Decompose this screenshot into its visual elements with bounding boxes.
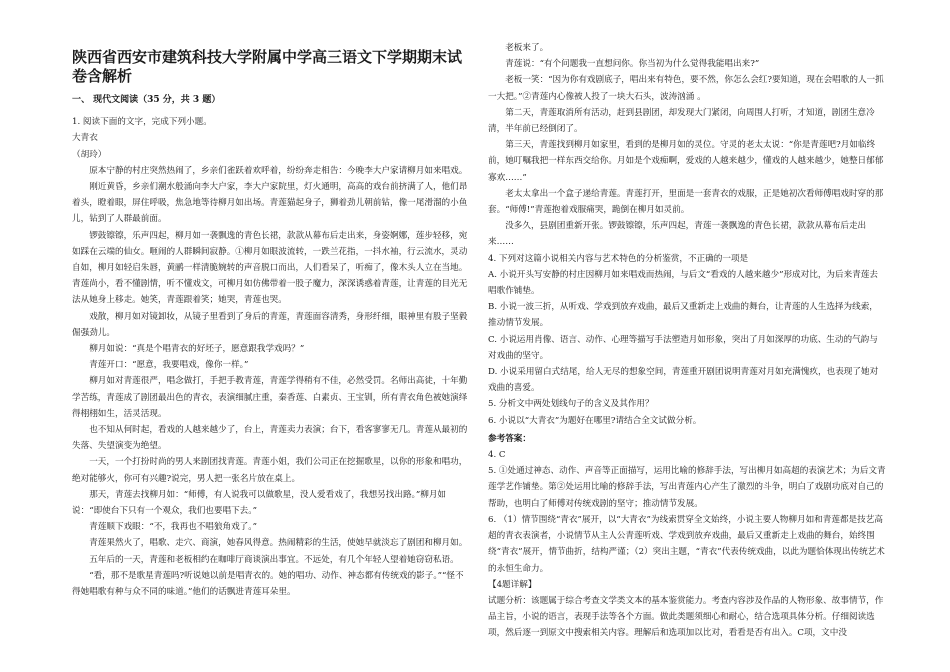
story-paragraph: 青莲开口：“愿意，我要唱戏，像你一样。” [89, 360, 249, 371]
story-paragraph: 一天，一个打扮时尚的男人来剧团找青莲。青莲小姐，我们公司正在挖掘歌星，以你的形象和唱功，绝对能够火，你可有兴趣?说完，男人把一张名片放在桌上。 [72, 457, 468, 484]
question-item: 5. 分析文中两处划线句子的含义及其作用？ [488, 399, 654, 410]
answer-item: 5. ①处通过神态、动作、声音等正面描写，运用比喻的修辞手法，写出柳月如高超的表演艺术；为后文青莲学艺作铺垫。第②处运用比喻的修辞手法，写出青莲内心产生了激烈的斗争，明白了戏剧功底对自己的帮助，也明白了师傅对传统戏剧的坚守；推动情节发展。 [488, 466, 886, 509]
answer-item: 4. C [488, 450, 506, 461]
story-paragraph: 第三天，青莲找到柳月如家里，看到的是柳月如的灵位。守灵的老太太说：“你是青莲吧?月如临终前，她叮嘱我把一样东西交给你。月如是个戏痴啊，爱戏的人越来越少，懂戏的人越来越少，她整日郁郁寡欢……” [488, 140, 884, 183]
story-title: 大青衣 [72, 133, 98, 144]
option-a: A. 小说开头写安静的村庄因柳月如来唱戏而热闹，与后文“看戏的人越来越少”形成对比，为后来青莲去唱歌作铺垫。 [488, 269, 878, 297]
question-intro: 1. 阅读下面的文字，完成下列小题。 [72, 117, 212, 128]
question-item: 6. 小说以“大青衣”为题好在哪里?请结合全文试做分析。 [488, 415, 702, 426]
story-paragraph: 老板一笑：“因为你有戏剧底子，唱出来有特色，要不然，你怎么会红?要知道，现在会唱歌的人一抓一大把。”②青莲内心像被人投了一块大石头，波涛汹涌 。 [488, 75, 884, 102]
story-paragraph: 第二天，青莲取消所有活动，赶到县剧团，却发现大门紧闭，向周围人打听，才知道，剧团生意冷清，半年前已经倒闭了。 [488, 107, 875, 135]
section-heading: 一、 现代文阅读（35 分，共 3 题） [72, 95, 221, 105]
story-paragraph: 老板来了。 [505, 43, 549, 53]
story-paragraph: 五年后的一天，青莲和老板相约在咖啡厅商谈演出事宜。不远处，有几个年轻人望着她窃窃私语。 [89, 554, 459, 565]
option-d: D. 小说采用留白式结尾，给人无尽的想象空间，青莲重开剧团说明青莲对月如充满愧疚，也表现了她对戏曲的喜爱。 [488, 367, 879, 394]
story-author: （胡玲） [72, 149, 107, 160]
story-paragraph: “看，那不是歌星青莲吗?听说她以前是唱青衣的。她的唱功、动作、神态都有传统戏的影子。”“怪不得她唱歌有种与众不同的味道。”他们的话飘进青莲耳朵里。 [72, 570, 464, 598]
exam-title: 陕西省西安市建筑科技大学附属中学高三语文下学期期末试卷含解析 [72, 48, 463, 85]
question-item: 4. 下列对这篇小说相关内容与艺术特色的分析鉴赏，不正确的一项是 [488, 253, 749, 264]
story-paragraph: 青莲顺下戏眼：“不，我再也不唱狼角戏了。” [89, 522, 257, 533]
left-column [72, 40, 468, 600]
right-column [488, 40, 886, 642]
story-paragraph: 原本宁静的村庄突然热闹了，乡亲们雀跃着欢呼着，纷纷奔走相告：今晚李大户家请柳月如来唱戏。 [89, 165, 468, 176]
explanation-text: 试题分析：该题属于综合考查文学类文本的基本鉴赏能力。考查内容涉及作品的人物形象、故事情节，作品主旨，小说的语言，表现手法等各个方面。做此类题须细心和耐心，结合选项具体分析。仔细阅读选项，然后逐一到原文中搜索相关内容。理解后和选项加以比对，看看是否有出入。C项，文中没 [488, 595, 884, 639]
option-b: B. 小说一波三折，从听戏、学戏到放弃戏曲，最后又重新走上戏曲的舞台，让青莲的人生选择为线索，推动情节发展。 [488, 302, 878, 329]
story-paragraph: 柳月如说：“真是个唱青衣的好坯子，愿意跟我学戏吗？” [89, 344, 305, 355]
explanation-heading: 【4题详解】 [488, 579, 537, 590]
story-paragraph: 青莲说：“有个问题我一直想问你。你当初为什么觉得我能唱出来?” [505, 59, 760, 70]
story-paragraph: 那天，青莲去找柳月如：“师傅，有人说我可以做歌星，没人爱看戏了，我想另找出路。”柳月如说：“即使台下只有一个观众，我们也要唱下去。” [72, 489, 447, 517]
story-paragraph: 刚近黄昏，乡亲们潮水般涌向李大户家，李大户家院里，灯火通明，高高的戏台前挤满了人，他们昂着头，瞪着眼，屏住呼吸，焦急地等待柳月如出场。青莲猫起身子，狮着劲儿朝前钻，像一尾滑溜的小鱼儿，钻到了人群最前面。 [72, 182, 468, 225]
answer-heading: 参考答案： [488, 433, 531, 444]
story-paragraph: 没多久，县剧团重新开张。锣鼓镲镲，乐声四起，青莲一袭飘逸的青色长裙，款款从幕布后走出来…… [488, 221, 867, 248]
story-paragraph: 老太太拿出一个盒子递给青莲。青莲打开，里面是一套青衣的戏服，正是她初次看师傅唱戏时穿的那套。“师傅!”青莲抱着戏服痛哭，跪倒在柳月如灵前。 [488, 188, 884, 216]
story-body-left [72, 163, 468, 600]
story-paragraph: 柳月如对青莲很严，唱念做打，手把手教青莲，青莲学得稍有不佳，必然受罚。名师出高徒，十年勤学苦练，青莲成了剧团最出色的青衣，表演细腻庄重，秦香莲、白素贞、王宝钏，所有青衣角色被她演绎得栩栩如生，活灵活现。 [72, 376, 468, 419]
story-paragraph: 青莲果然火了，唱歌、走穴、商演，她春风得意。热闹精彩的生活，使她早就淡忘了剧团和柳月如。 [89, 538, 468, 549]
story-paragraph: 戏散，柳月如对镜卸妆，从镜子里看到了身后的青莲，青莲面容清秀，身形纤细，眼神里有股子坚毅倔强劲儿。 [72, 311, 468, 338]
answer-item: 6. （1）情节围绕“青衣”展开，以“大青衣”为线索贯穿全文始终，小说主要人物柳月如和青莲都是技艺高超的青衣表演者，小说情节从主人公青莲听戏、学戏到放弃戏曲，最后又重新走上戏曲的舞台，始终围绕“青衣”展开，情节曲折，结构严谨；（2）突出主题，“青衣”代表传统戏曲，以此为题恰体现出传统艺术的永恒生命力。 [488, 514, 885, 574]
story-paragraph: 也不知从何时起，看戏的人越来越少了，台上，青莲卖力表演；台下，看客寥寥无几。青莲从最初的失落、失望演变为绝望。 [72, 425, 468, 452]
option-c: C. 小说运用肖像、语言、动作、心理等描写手法塑造月如形象，突出了月如深厚的功底、生动的气韵与对戏曲的坚守。 [488, 334, 878, 361]
story-paragraph: 锣鼓镲镲，乐声四起，柳月如一袭飘逸的青色长裙，款款从幕布后走出来，身姿婀娜，莲步轻移，宛如踩在云端的仙女。咂闹的人群瞬间寂静。①柳月如眼波流转，一跌兰花指，一抖水袖，行云流水，灵动自如，柳月如轻启朱唇，黄鹂一样清脆婉转的声音脱口而出，人们看呆了，听痴了，像木头人立在当地。青莲尚小，看不懂剧情，听不懂戏文，可柳月如仿佛带着一股子魔力，深深诱惑着青莲，让青莲的目光无法从她身上移走。她笑，青莲跟着笑；她哭，青莲也哭。 [72, 230, 468, 306]
